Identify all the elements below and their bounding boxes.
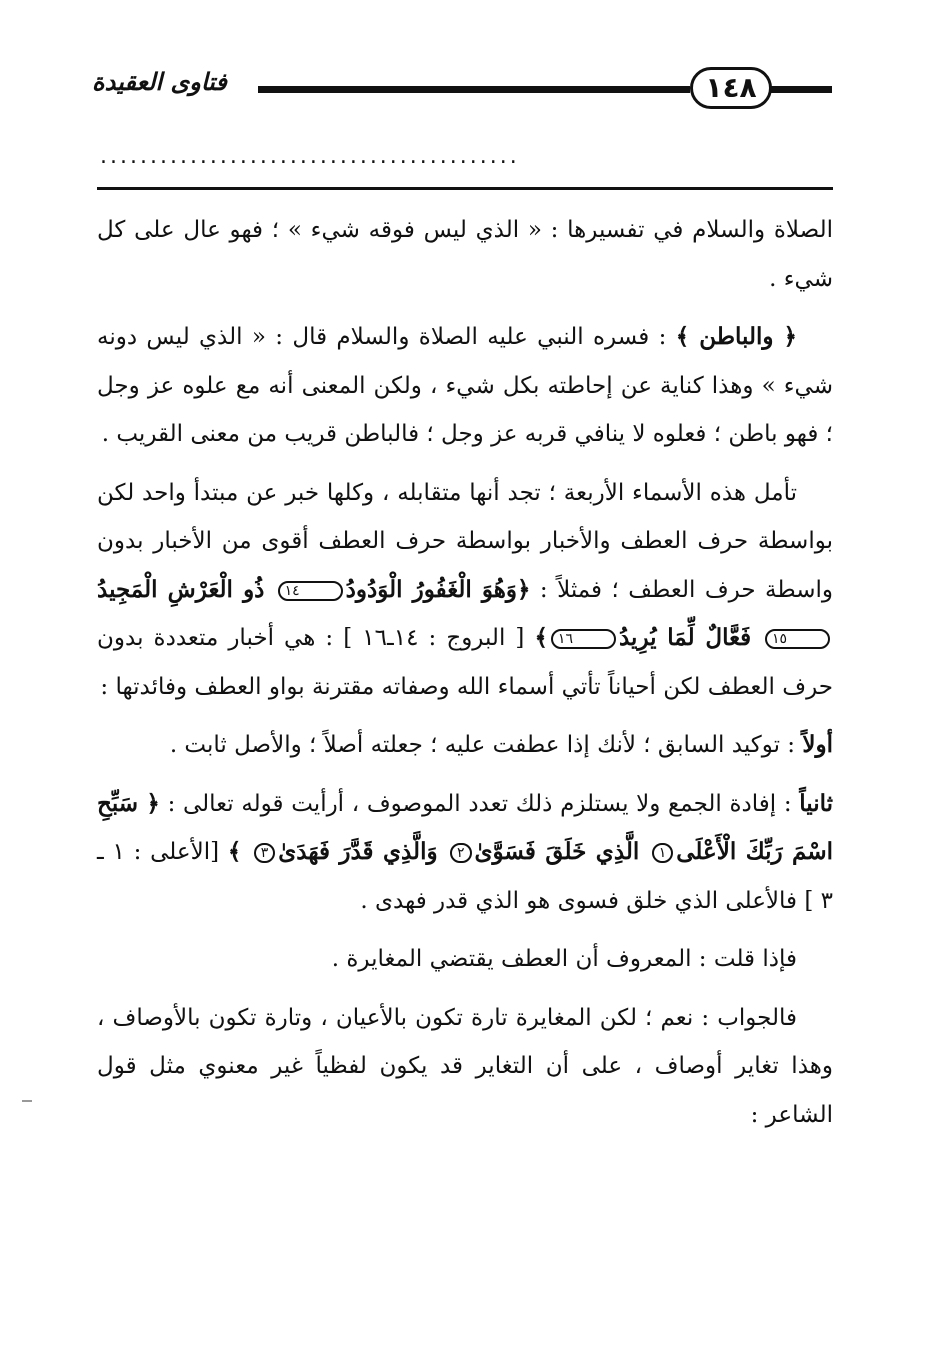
paragraph-6: فإذا قلت : المعروف أن العطف يقتضي المغايرة .: [331, 946, 797, 972]
paragraph-3-end: [ البروج : ١٤ـ١٦ ] : هي أخبار متعددة بدون حرف العطف لكن أحياناً تأتي أسماء الله وصفاته مقترنة بواو العطف وفائدتها :: [97, 625, 833, 700]
paragraph-1: الصلاة والسلام في تفسيرها : « الذي ليس فوقه شيء » ؛ فهو عال على كل شيء .: [97, 217, 833, 292]
label-second: ثانياً: [799, 789, 834, 817]
verse-ala-a: ﴿ سَبِّحِ اسْمَ رَبِّكَ الْأَعْلَى: [97, 789, 834, 865]
page-header: [0, 0, 941, 130]
paragraph-5-start: : إفادة الجمع ولا يستلزم ذلك تعدد الموصوف ، أرأيت قوله تعالى :: [159, 790, 800, 817]
page-body: [97, 206, 833, 1149]
verse-number-16: ١٦: [551, 629, 616, 649]
paragraph-2: [97, 313, 833, 459]
verse-ala-close: ﴾: [227, 838, 251, 865]
verse-number-15: ١٥: [765, 629, 830, 649]
paragraph-3: [97, 469, 833, 712]
term-al-batin: ﴿ والباطن ﴾: [675, 323, 797, 350]
verse-buruj-a: ﴿وَهُوَ الْغَفُورُ الْوَدُودُ: [345, 575, 531, 603]
header-rule-left: [258, 86, 690, 93]
verse-buruj-c: فَعَّالٌ لِّمَا يُرِيدُ: [618, 624, 762, 651]
horizontal-rule: [97, 187, 833, 190]
verse-ala-c: وَالَّذِي قَدَّرَ فَهَدَىٰ: [278, 838, 447, 865]
paragraph-5: [97, 780, 833, 926]
verse-number-1: ١: [652, 843, 674, 863]
verse-buruj-b: ذُو الْعَرْشِ الْمَجِيدُ: [97, 575, 275, 603]
verse-ala-b: الَّذِي خَلَقَ فَسَوَّىٰ: [474, 838, 649, 865]
verse-number-2: ٢: [450, 843, 472, 863]
paragraph-2-text: : فسره النبي عليه الصلاة والسلام قال : « الذي ليس دونه شيء » وهذا كناية عن إحاطته بكل شيء ، ولكن المعنى أنه مع علوه عز وجل ؛ فهو باطن ؛ فعلوه لا ينافي قربه عز وجل ؛ فالباطن قريب من معنى القريب .: [97, 324, 833, 447]
paragraph-3-start: تأمل هذه الأسماء الأربعة ؛ تجد أنها متقابله ، وكلها خبر عن مبتدأ واحد لكن بواسطة حرف العطف والأخبار بواسطة حرف العطف أقوى من الأخبار بدون واسطة حرف العطف ؛ فمثلاً :: [97, 479, 833, 603]
paragraph-4-text: : توكيد السابق ؛ لأنك إذا عطفت عليه ؛ جعلته أصلاً ؛ والأصل ثابت .: [169, 732, 803, 758]
verse-close-bracket: ﴾: [534, 624, 548, 651]
header-rule-right: [770, 86, 832, 93]
verse-number-3: ٣: [254, 843, 276, 863]
dotted-separator: ..........................................: [100, 144, 520, 169]
label-first: أولاً: [802, 731, 833, 758]
verse-number-14: ١٤: [278, 581, 343, 601]
paragraph-5-end: [الأعلى : ١ ـ ٣ ] فالأعلى الذي خلق فسوى هو الذي قدر فهدى .: [97, 839, 833, 914]
scan-margin-mark: [22, 1100, 32, 1102]
paragraph-4: [97, 721, 833, 770]
page-number: ١٤٨: [690, 67, 772, 109]
book-title: فتاوى العقيدة: [92, 68, 227, 96]
paragraph-7: فالجواب : نعم ؛ لكن المغايرة تارة تكون بالأعيان ، وتارة تكون بالأوصاف ، وهذا تغاير أوصاف ، على أن التغاير قد يكون لفظياً غير معنوي مثل قول الشاعر :: [97, 1004, 833, 1128]
